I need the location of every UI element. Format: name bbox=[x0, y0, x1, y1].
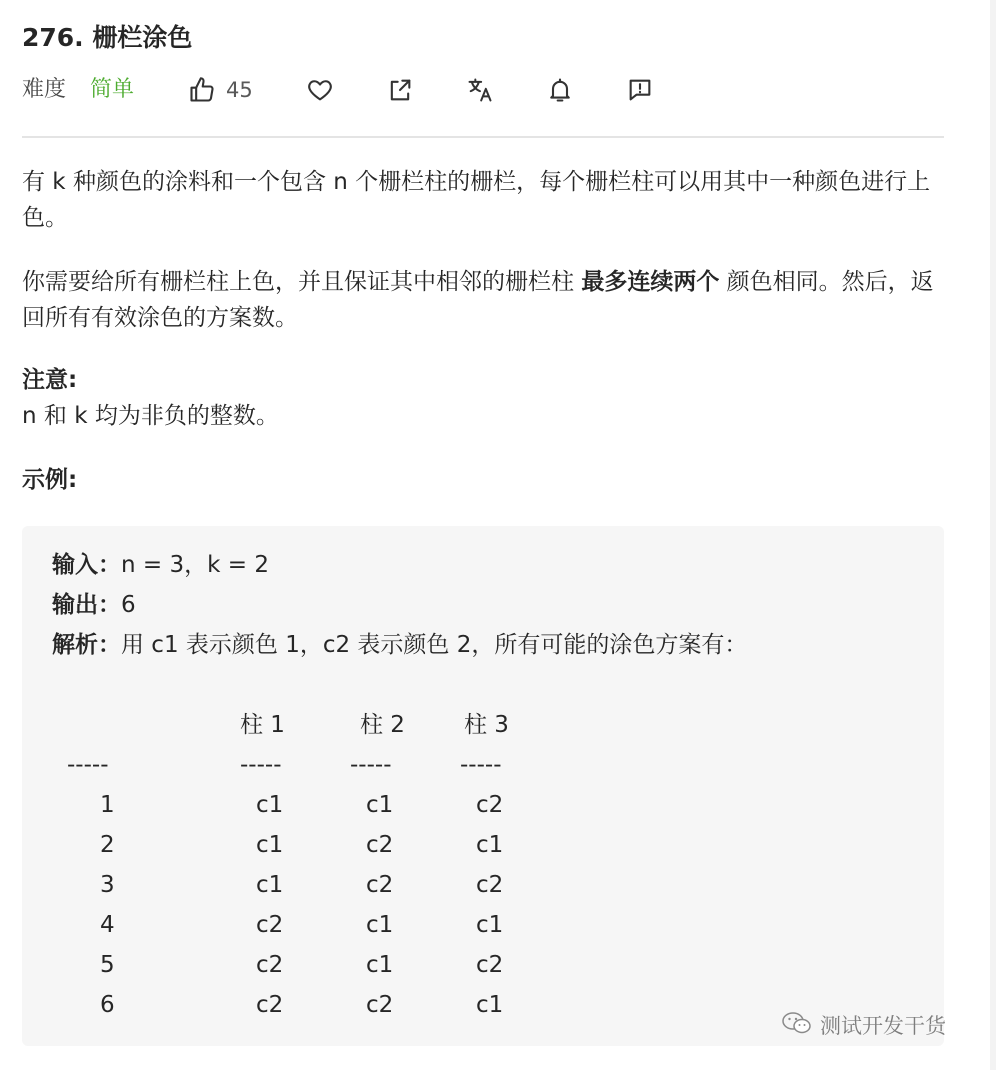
row-1-col-2: c1 bbox=[366, 792, 394, 818]
like-count: 45 bbox=[226, 78, 253, 102]
table-separator: ----- bbox=[67, 752, 109, 778]
thumbs-up-icon bbox=[188, 76, 216, 104]
row-4-col-2: c1 bbox=[366, 912, 394, 938]
row-6-col-2: c2 bbox=[366, 992, 394, 1018]
notify-button[interactable] bbox=[546, 72, 574, 108]
table-header-1: 柱 1 bbox=[240, 712, 285, 738]
description-paragraph-1: 有 k 种颜色的涂料和一个包含 n 个栅栏柱的栅栏，每个栅栏柱可以用其中一种颜色进行上色。 bbox=[22, 169, 931, 231]
example-output-line bbox=[52, 589, 136, 621]
example-explain-line bbox=[52, 629, 747, 661]
example-input-line bbox=[52, 549, 269, 581]
row-2-col-3: c1 bbox=[476, 832, 504, 858]
page-edge-scrollbar[interactable] bbox=[990, 0, 996, 1070]
example-code-block bbox=[22, 526, 944, 1046]
row-3-index: 3 bbox=[100, 872, 115, 898]
translate-button[interactable] bbox=[466, 72, 494, 108]
problem-meta-bar bbox=[22, 70, 952, 110]
table-separator: ----- bbox=[240, 752, 282, 778]
description-p2-after: 颜色相同。然后，返回所有有效涂色的方案数。 bbox=[22, 269, 934, 331]
meta-divider bbox=[22, 136, 944, 138]
wechat-icon bbox=[780, 1011, 820, 1040]
feedback-icon bbox=[626, 76, 654, 104]
bell-icon bbox=[546, 76, 574, 104]
notice-heading: 注意: bbox=[22, 367, 78, 393]
description-p2-bold: 最多连续两个 bbox=[581, 269, 720, 295]
feedback-button[interactable] bbox=[626, 72, 654, 108]
description-paragraph-2 bbox=[22, 264, 952, 336]
row-5-index: 5 bbox=[100, 952, 115, 978]
difficulty-value: 简单 bbox=[90, 77, 135, 102]
row-4-col-1: c2 bbox=[256, 912, 284, 938]
row-1-col-3: c2 bbox=[476, 792, 504, 818]
row-2-col-1: c1 bbox=[256, 832, 284, 858]
output-label: 输出： bbox=[52, 592, 121, 618]
row-2-index: 2 bbox=[100, 832, 115, 858]
table-header-2: 柱 2 bbox=[360, 712, 405, 738]
row-5-col-3: c2 bbox=[476, 952, 504, 978]
example-heading: 示例: bbox=[22, 467, 78, 493]
heart-icon bbox=[306, 76, 334, 104]
input-label: 输入： bbox=[52, 552, 121, 578]
row-1-col-1: c1 bbox=[256, 792, 284, 818]
row-6-index: 6 bbox=[100, 992, 115, 1018]
share-button[interactable] bbox=[386, 72, 414, 108]
explain-label: 解析： bbox=[52, 632, 121, 658]
watermark-text: 测试开发干货 bbox=[820, 1014, 946, 1038]
row-3-col-3: c2 bbox=[476, 872, 504, 898]
explain-value: 用 c1 表示颜色 1，c2 表示颜色 2，所有可能的涂色方案有： bbox=[121, 632, 748, 658]
notice-text: n 和 k 均为非负的整数。 bbox=[22, 403, 279, 429]
row-3-col-1: c1 bbox=[256, 872, 284, 898]
table-separator: ----- bbox=[460, 752, 502, 778]
row-1-index: 1 bbox=[100, 792, 115, 818]
like-button[interactable] bbox=[188, 72, 253, 108]
row-6-col-1: c2 bbox=[256, 992, 284, 1018]
row-6-col-3: c1 bbox=[476, 992, 504, 1018]
share-icon bbox=[386, 76, 414, 104]
description-p2-before: 你需要给所有栅栏柱上色，并且保证其中相邻的栅栏柱 bbox=[22, 269, 582, 295]
row-5-col-2: c1 bbox=[366, 952, 394, 978]
row-5-col-1: c2 bbox=[256, 952, 284, 978]
output-value: 6 bbox=[121, 592, 136, 618]
table-separator: ----- bbox=[350, 752, 392, 778]
watermark bbox=[780, 1010, 946, 1040]
row-3-col-2: c2 bbox=[366, 872, 394, 898]
table-header-3: 柱 3 bbox=[464, 712, 509, 738]
translate-icon bbox=[466, 76, 494, 104]
input-value: n = 3，k = 2 bbox=[121, 552, 269, 578]
row-2-col-2: c2 bbox=[366, 832, 394, 858]
difficulty-label: 难度 bbox=[22, 77, 67, 102]
row-4-col-3: c1 bbox=[476, 912, 504, 938]
row-4-index: 4 bbox=[100, 912, 115, 938]
favorite-button[interactable] bbox=[306, 72, 334, 108]
problem-title: 276. 栅栏涂色 bbox=[22, 23, 193, 52]
